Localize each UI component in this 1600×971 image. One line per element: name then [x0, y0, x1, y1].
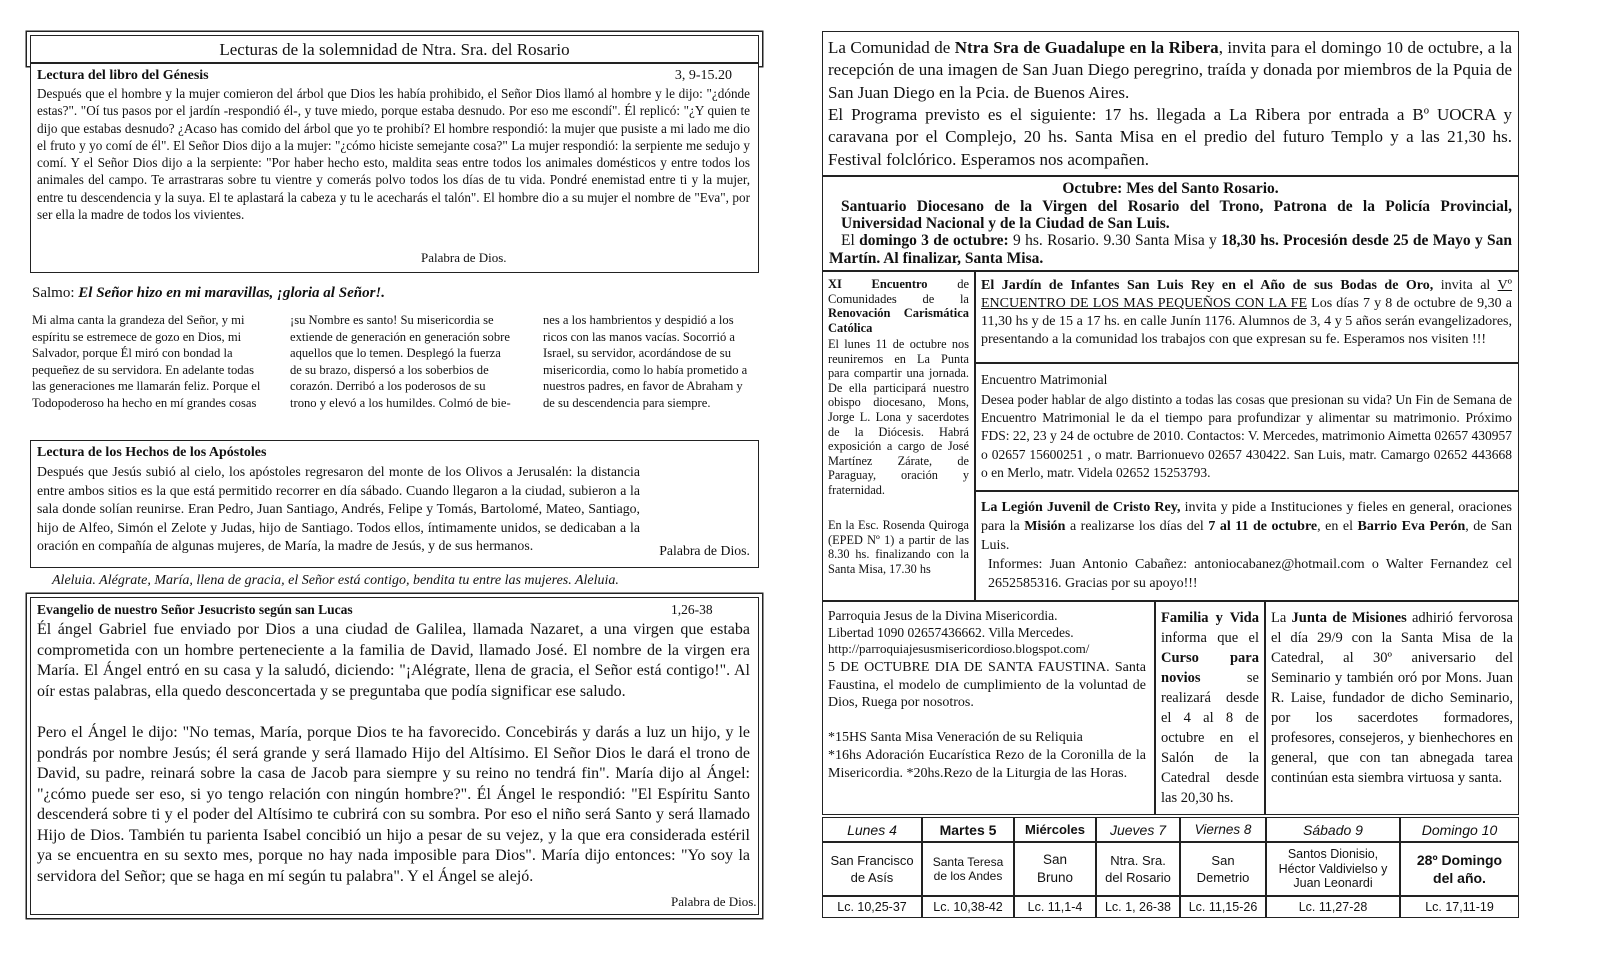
kindergarten-invites: invita al: [1433, 278, 1498, 293]
kindergarten-text: [981, 277, 1512, 349]
calendar-day: Jueves 7: [1096, 817, 1180, 842]
sanctuary-text: Santuario Diocesano de la Virgen del Rosario del Trono, Patrona de la Policía Provincial, Universidad Nacional y de la Ciudad de San Luis.: [841, 198, 1512, 232]
legion-city: , de San Luis.: [981, 519, 1512, 553]
encounter-header: [828, 277, 969, 335]
marriage-encounter-notice: [975, 363, 1519, 491]
calendar-day: Sábado 9: [1266, 817, 1400, 842]
calendar-saint: Ntra. Sra. del Rosario: [1096, 842, 1180, 896]
legion-contact-info: Informes: Juan Antonio Cabañez: antoniocabanez@hotmail.com o Walter Fernandez cel 2652585316. Gracias por su apoyo!!!: [988, 557, 1512, 591]
legion-title: La Legión Juvenil de Cristo Rey,: [981, 500, 1181, 515]
calendar-day: Miércoles: [1014, 817, 1096, 842]
rosary-procession: 18,30 hs. Procesión desde 25 de Mayo y San Martín. Al finalizar, Santa Misa.: [829, 232, 1513, 267]
parish-saint-faustina: 5 DE OCTUBRE DIA DE SANTA FAUSTINA. Santa Faustina, el modelo de cumplimiento de la voluntad de Dios, Ruega por nosotros.: [828, 660, 1146, 710]
acts-text: Después que Jesús subió al cielo, los apóstoles regresaron del monte de los Olivos a Jerusalén: la distancia entre ambos sitios es la que está permitido recorrer en día sábado. Cuando llegaron a la ciudad, subieron a la sala donde solían reunirse. Eran Pedro, Juan Santiago, Andrés, Felipe y Tomás, Bartolomé, Mateo, Santiago, hijo de Alfeo, Simón el Zelote y Judas, hijo de Santiago. Todos ellos, íntimamente unidos, se dedicaban a la oración en compañía de algunas mujeres, de María, la madre de Jesús, y de sus hermanos.: [37, 464, 640, 553]
psalm-label: Salmo:: [32, 285, 75, 301]
family-informs: informa que el: [1161, 630, 1259, 646]
calendar-saint: San Bruno: [1014, 842, 1096, 896]
genesis-reference: 3, 9-15.20: [674, 68, 732, 83]
calendar-day: Viernes 8: [1180, 817, 1266, 842]
calendar-reading: Lc. 11,15-26: [1180, 896, 1266, 918]
encounter-text: El lunes 11 de octubre nos reuniremos en La Punta para compartir una jornada. De ella participará nuestro obispo diocesano, Mons, Jorge L. Lona y sacerdotes de la Diócesis. Habrá exposición a cargo de José Martínez Zárate, de Paraguay, oración y fraternidad.: [828, 337, 969, 497]
gospel-reference: 1,26-38: [671, 602, 713, 617]
calendar-reading: Lc. 10,25-37: [822, 896, 922, 918]
family-details: se realizará desde el 4 al 8 de octubre en el Salón de la Catedral desde las 20,30 hs.: [1161, 670, 1259, 806]
parish-adoration: *16hs Adoración Eucarística Rezo de la Coronilla de la Misericordia. *20hs.Rezo de la Liturgia de las Horas.: [828, 748, 1146, 781]
calendar-reading: Lc. 1, 26-38: [1096, 896, 1180, 918]
rosary-month-notice: [822, 176, 1519, 271]
parish-name: Parroquia Jesus de la Divina Misericordia.: [828, 608, 1058, 623]
calendar-day: Domingo 10: [1400, 817, 1519, 842]
psalm-heading: [32, 285, 385, 302]
missions-title: Junta de Misiones: [1291, 610, 1407, 626]
calendar-reading: Lc. 11,27-28: [1266, 896, 1400, 918]
guadalupe-program: El Programa previsto es el siguiente: 17 hs. llegada a La Ribera por entrada a Bº UOCRA y caravana por el Complejo, 20 hs. Santa Misa en el predio del futuro Templo y a las 21,30 hs. Festival folclórico. Esperamos nos acompañen.: [828, 105, 1512, 169]
psalm-column-2: ¡su Nombre es santo! Su misericordia se extiende de generación en generación sobre aquellos que lo temen. Desplegó la fuerza de su brazo, dispersó a los soberbios de corazón. Derribó a los poderosos de su trono y elevó a los humildes. Colmó de bie-: [290, 313, 511, 410]
rosary-title: Octubre: Mes del Santo Rosario.: [1062, 180, 1279, 197]
encounter-of: de Comunidades de la: [828, 277, 969, 306]
acts-title: Lectura de los Hechos de los Apóstoles: [37, 445, 267, 460]
youth-legion-notice: [975, 491, 1519, 601]
guadalupe-text: [828, 37, 1512, 104]
legion-invite: invita y pide a Instituciones y fieles en general, oraciones para la: [981, 500, 1512, 534]
rosary-schedule: [829, 232, 1512, 268]
parish-mass: *15HS Santa Misa Veneración de su Reliquia: [828, 730, 1083, 745]
gospel-reading: [30, 597, 759, 915]
guadalupe-community: Ntra Sra de Guadalupe en la Ribera: [954, 38, 1219, 57]
encounter-place: En la Esc. Rosenda Quiroga (EPED Nº 1) a partir de las 8.30 hs. finalizando con la Santa Misa, 17.30 hs: [828, 518, 969, 576]
readings-title: Lecturas de la solemnidad de Ntra. Sra. del Rosario: [219, 40, 570, 59]
legion-text: [981, 498, 1512, 555]
psalm-response: El Señor hizo en mi maravillas, ¡gloria al Señor!.: [78, 285, 385, 301]
alleluia-verse: Aleluia. Alégrate, María, llena de gracia, el Señor está contigo, bendita tu entre las mujeres. Aleluia.: [52, 573, 619, 588]
genesis-closing: Palabra de Dios.: [421, 250, 507, 265]
legion-dates: 7 al 11 de octubre: [1208, 519, 1318, 534]
missions-text: [1271, 608, 1513, 788]
psalm-column-3: nes a los hambrientos y despidió a los ricos con las manos vacías. Socorrió a Israel, su servidor, acordándose de su misericordia, como lo había prometido a nuestros padres, en favor de Abraham y de su descendencia para siempre.: [543, 313, 748, 410]
readings-header: [30, 35, 759, 63]
gospel-paragraph-1: Él ángel Gabriel fue enviado por Dios a una ciudad de Galilea, llamada Nazaret, a una virgen que estaba comprometida con un hombre perteneciente a la familia de David, llamado José. El nombre de la virgen era María. El Ángel entró en su casa y la saludó, diciendo: "¡Alégrate, llena de gracia, el Señor está contigo!". Al oír estas palabras, ella quedo desconcertada y se preguntaba que podía significar ese saludo.: [37, 621, 750, 700]
family-course: Curso para novios: [1161, 650, 1259, 686]
encounter-title: XI Encuentro: [828, 277, 928, 291]
guadalupe-notice: [822, 31, 1519, 176]
rosary-date: domingo 3 de octubre:: [859, 232, 1009, 249]
calendar-day: Martes 5: [922, 817, 1014, 842]
calendar-saint: Santa Teresa de los Andes: [922, 842, 1014, 896]
acts-reading: [30, 440, 759, 568]
calendar-saint: San Demetrio: [1180, 842, 1266, 896]
missions-board-notice: [1265, 601, 1519, 815]
kindergarten-event: Vº ENCUENTRO DE LOS MAS PEQUEÑOS CON LA FE: [981, 278, 1513, 311]
missions-the: La: [1271, 610, 1292, 626]
marriage-text: Desea poder hablar de algo distinto a todas las cosas que presionan su vida? Un Fin de Semana de Encuentro Matrimonial le da el tiempo para profundizar y alimentar su matrimonio. Próximo FDS: 22, 23 y 24 de octubre de 2010. Contactos: V. Mercedes, matrimonio Aimetta 02657 430957 o 02657 15600251 , o matr. Barrionuevo 02657 430422. San Luis, matr. Camargo 02652 443668 o en Merlo, matr. Videla 02652 15253793.: [981, 392, 1512, 480]
family-text: [1161, 608, 1259, 808]
acts-closing: Palabra de Dios.: [659, 543, 750, 558]
guadalupe-intro: La Comunidad de: [828, 38, 955, 57]
calendar-saint: Santos Dionisio, Héctor Valdivielso y Juan Leonardi: [1266, 842, 1400, 896]
kindergarten-title: El Jardín de Infantes San Luis Rey en el Año de sus Bodas de Oro,: [981, 278, 1434, 293]
family-title: Familia y Vida: [1161, 610, 1259, 626]
parish-url: http://parroquiajesusmisericordioso.blogspot.com/: [828, 641, 1090, 656]
calendar-reading: Lc. 11,1-4: [1014, 896, 1096, 918]
genesis-title: Lectura del libro del Génesis: [37, 68, 209, 83]
psalm-column-1: Mi alma canta la grandeza del Señor, y mi espíritu se estremece de gozo en Dios, mi Salvador, porque Él miró con bondad la pequeñez de su servidora. En adelante todas las generaciones me llamarán feliz. Porque el Todopoderoso ha hecho en mí grandes cosas: [32, 313, 261, 410]
kindergarten-notice: [975, 271, 1519, 363]
rosary-schedule-a: El: [841, 232, 860, 249]
legion-mission: Misión: [1024, 519, 1066, 534]
gospel-closing: Palabra de Dios.: [671, 894, 757, 909]
calendar-saint: San Francisco de Asís: [822, 842, 922, 896]
parish-notice: [822, 601, 1155, 815]
missions-details: adhirió fervorosa el día 29/9 con la Santa Misa de la Catedral, al 30º aniversario del Seminario y también oró por Mons. Juan R. Laise, fundador de dicho Seminario, por los sacerdotes formadores, profesores, consejeros, y bienhechores en general, que con tan abnegada tarea continúan esta siembra virtuosa y santa.: [1271, 610, 1513, 786]
parish-address: Libertad 1090 02657436662. Villa Mercedes.: [828, 625, 1074, 640]
guadalupe-invitation: , invita para el domingo 10 de octubre, a la recepción de una imagen de San Juan Diego peregrino, traída y donada por miembros de la Pquia de San Juan Diego en la Pcia. de Buenos Aires.: [828, 38, 1513, 102]
gospel-paragraph-2: Pero el Ángel le dijo: "No temas, María, porque Dios te ha favorecido. Concebirás y darás a luz un hijo, y le pondrás por nombre Jesús; él será grande y será llamado Hijo del Altísimo. El Señor Dios le dará el trono de David, su padre, reinará sobre la casa de Jacob para siempre y su reino no tendrá fin". María dijo al Ángel: "¿cómo puede ser eso, si yo tengo relación con ningún hombre?". Él Ángel le respondió: "El Espíritu Santo descenderá sobre ti y el poder del Altísimo te cubrirá con su sombra. Por eso el niño será Santo y será llamado Hijo de Dios. También tu parienta Isabel concibió un hijo a pesar de su vejez, y la que era considerada estéril ya se encuentra en su sexto mes, porque no hay nada imposible para Dios". María dijo entonces: "Yo soy la servidora del Señor; que se haga en mí según tu palabra". Y el Ángel se alejó.: [37, 724, 750, 885]
legion-dates-intro: a realizarse los días del: [1065, 519, 1209, 534]
genesis-text: Después que el hombre y la mujer comieron del árbol que Dios les había prohibido, el Señor Dios llamó al hombre y le dijo: "¿dónde estas?". "Oí tus pasos por el jardín -respondió él-, y tuve miedo, porque estaba desnudo. Por eso me escondí". Él replicó: "¿Y quien te dijo que estabas desnudo? ¿Acaso has comido del árbol que yo te prohibí? El hombre respondió: la mujer que pusiste a mi lado me dio el fruto y yo comí de él". El Señor Dios dijo a la mujer: "¿cómo hiciste semejante cosa?" La mujer respondió: la serpiente me sedujo y comí. Y el Señor Dios dijo a la serpiente: "Por haber hecho esto, maldita seas entre todos los animales domésticos y entre todos los animales del campo. Te arrastraras sobre tu vientre y comerás polvo todos los días de tu vida. Pondré enemistad entre ti y la mujer, entre tu descendencia y la suya. El te aplastará la cabeza y tu le acecharás el talón". El hombre dio a su mujer el nombre de "Eva", por ser ella la madre de todos los vivientes.: [37, 86, 750, 223]
calendar-reading: Lc. 10,38-42: [922, 896, 1014, 918]
legion-in: , en el: [1317, 519, 1358, 534]
legion-neighborhood: Barrio Eva Perón: [1357, 519, 1466, 534]
calendar-saint: 28º Domingo del año.: [1400, 842, 1519, 896]
charismatic-encounter-notice: [822, 271, 975, 601]
gospel-title: Evangelio de nuestro Señor Jesucristo según san Lucas: [37, 602, 353, 617]
rosary-times: 9 hs. Rosario. 9.30 Santa Misa y: [1008, 232, 1222, 249]
family-life-notice: [1155, 601, 1265, 815]
kindergarten-details: Los días 7 y 8 de octubre de 9,30 a 11,30 hs y de 15 a 17 hs. en calle Junín 1176. Alumnos de 3, 4 y 5 años serán evangelizadores, presentando a la comunidad los trabajos con que expresan su fe. Esperamos nos visiten !!!: [981, 296, 1512, 347]
encounter-renewal: Renovación Carismática Católica: [828, 306, 969, 335]
calendar-reading: Lc. 17,11-19: [1400, 896, 1519, 918]
marriage-title: Encuentro Matrimonial: [981, 372, 1108, 387]
genesis-reading: [30, 63, 759, 273]
calendar-day: Lunes 4: [822, 817, 922, 842]
